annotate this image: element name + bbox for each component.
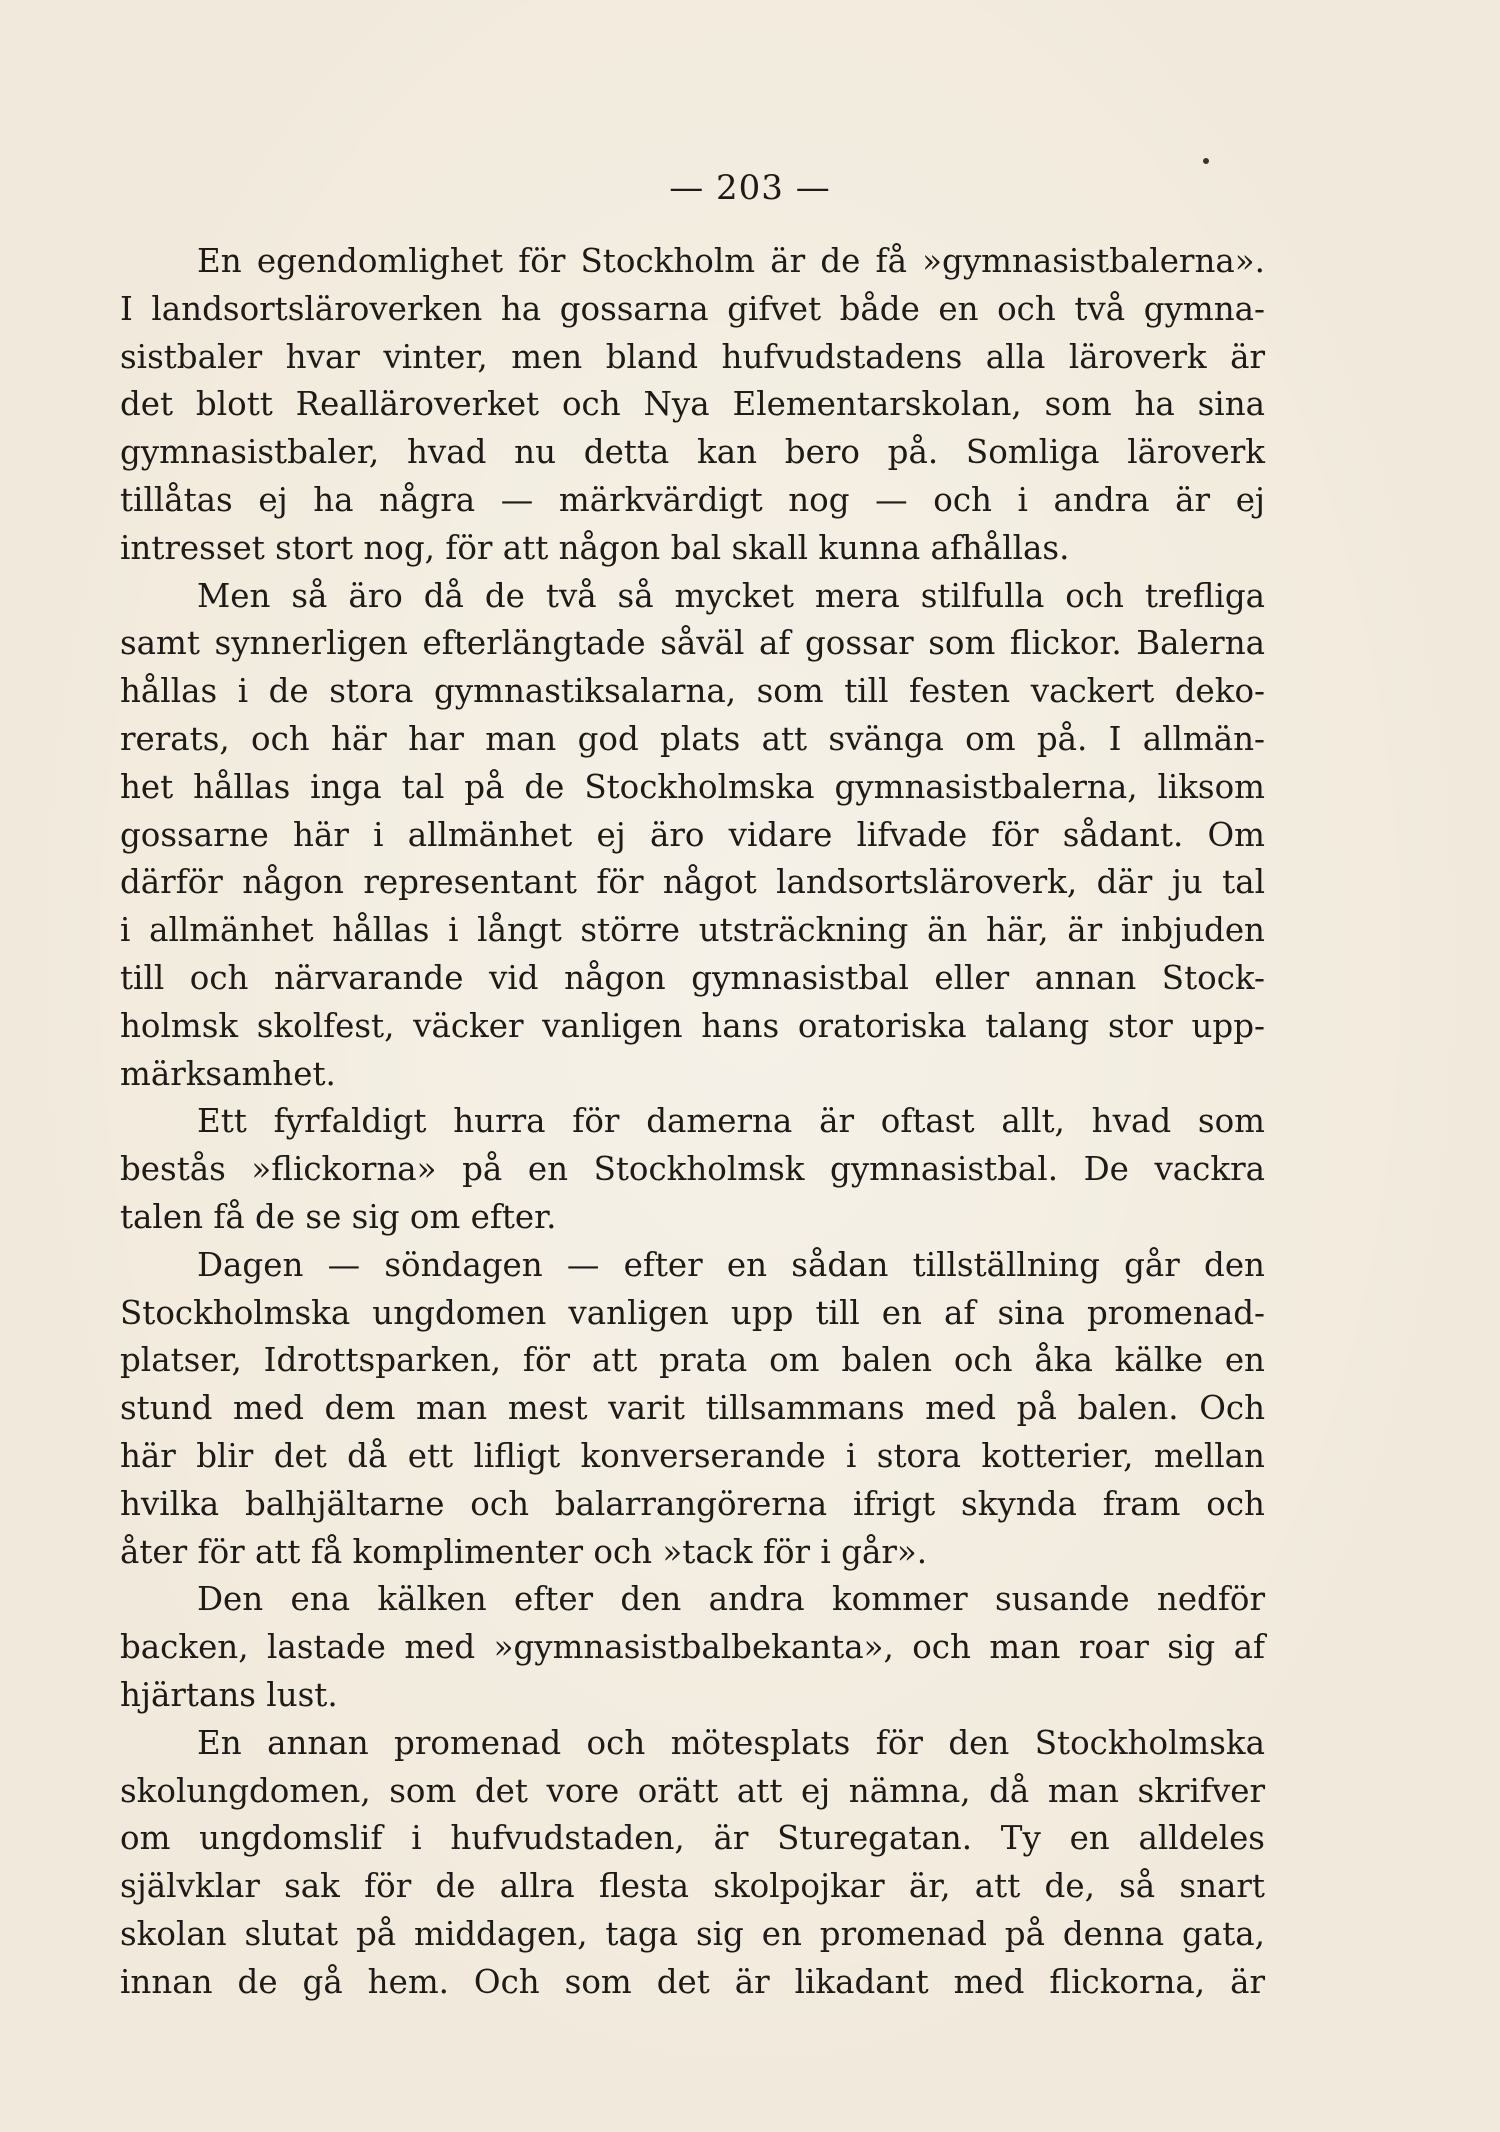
text-line: het hållas inga tal på de Stockholmska gymnasistbalerna, liksom xyxy=(120,767,1265,806)
text-line: backen, lastade med »gymnasistbalbekanta», och man roar sig af xyxy=(120,1628,1265,1667)
text-line: skolungdomen, som det vore orätt att ej nämna, då man skrifver xyxy=(120,1771,1265,1810)
text-line: Men så äro då de två så mycket mera stilfulla och trefliga xyxy=(197,576,1265,615)
body-text xyxy=(120,238,1265,2006)
text-line: tillåtas ej ha några — märkvärdigt nog — och i andra är ej xyxy=(120,480,1265,519)
text-line: märksamhet. xyxy=(120,1054,336,1093)
text-line: hvilka balhjältarne och balarrangörerna ifrigt skynda fram och xyxy=(120,1484,1265,1523)
text-line: här blir det då ett lifligt konverserande i stora kotterier, mellan xyxy=(120,1436,1265,1475)
text-line: intresset stort nog, för att någon bal skall kunna afhållas. xyxy=(120,528,1070,567)
text-line: därför någon representant för något landsortsläroverk, där ju tal xyxy=(120,863,1265,902)
text-line: självklar sak för de allra flesta skolpojkar är, att de, så snart xyxy=(120,1867,1265,1906)
text-line: hållas i de stora gymnastiksalarna, som till festen vackert deko- xyxy=(120,672,1265,711)
text-line: till och närvarande vid någon gymnasistbal eller annan Stock- xyxy=(120,958,1265,997)
text-line: talen få de se sig om efter. xyxy=(120,1197,557,1236)
text-line: Dagen — söndagen — efter en sådan tillställning går den xyxy=(197,1245,1265,1284)
text-line: innan de gå hem. Och som det är likadant med flickorna, är xyxy=(120,1962,1265,2001)
text-line: stund med dem man mest varit tillsammans med på balen. Och xyxy=(120,1389,1265,1428)
page-number: — 203 — xyxy=(669,168,831,208)
text-line: Ett fyrfaldigt hurra för damerna är oftast allt, hvad som xyxy=(197,1102,1265,1141)
text-line: holmsk skolfest, väcker vanligen hans oratoriska talang stor upp- xyxy=(120,1006,1265,1045)
text-line: bestås »flickorna» på en Stockholmsk gymnasistbal. De vackra xyxy=(120,1150,1265,1189)
text-line: åter för att få komplimenter och »tack för i går». xyxy=(120,1532,928,1571)
text-line: platser, Idrottsparken, för att prata om balen och åka kälke en xyxy=(120,1341,1265,1380)
text-line: det blott Realläroverket och Nya Elementarskolan, som ha sina xyxy=(120,385,1265,424)
text-line: I landsortsläroverken ha gossarna gifvet både en och två gymna- xyxy=(120,289,1265,328)
text-line: gossarne här i allmänhet ej äro vidare lifvade för sådant. Om xyxy=(120,815,1265,854)
ink-speck xyxy=(1203,158,1209,164)
text-line: hjärtans lust. xyxy=(120,1675,338,1714)
text-line: rerats, och här har man god plats att svänga om på. I allmän- xyxy=(120,719,1265,758)
text-line: sistbaler hvar vinter, men bland hufvudstadens alla läroverk är xyxy=(120,337,1265,376)
text-line: Den ena kälken efter den andra kommer susande nedför xyxy=(197,1580,1265,1619)
text-line: om ungdomslif i hufvudstaden, är Sturegatan. Ty en alldeles xyxy=(120,1819,1265,1858)
text-line: Stockholmska ungdomen vanligen upp till en af sina promenad- xyxy=(120,1293,1265,1332)
text-line: gymnasistbaler, hvad nu detta kan bero på. Somliga läroverk xyxy=(120,433,1265,472)
text-line: En annan promenad och mötesplats för den Stockholmska xyxy=(197,1723,1265,1762)
text-line: En egendomlighet för Stockholm är de få »gymnasistbalerna». xyxy=(197,242,1265,280)
text-line: i allmänhet hållas i långt större utsträckning än här, är inbjuden xyxy=(120,911,1265,950)
text-line: skolan slutat på middagen, taga sig en promenad på denna gata, xyxy=(120,1914,1265,1953)
text-line: samt synnerligen efterlängtade såväl af gossar som flickor. Balerna xyxy=(120,624,1265,663)
